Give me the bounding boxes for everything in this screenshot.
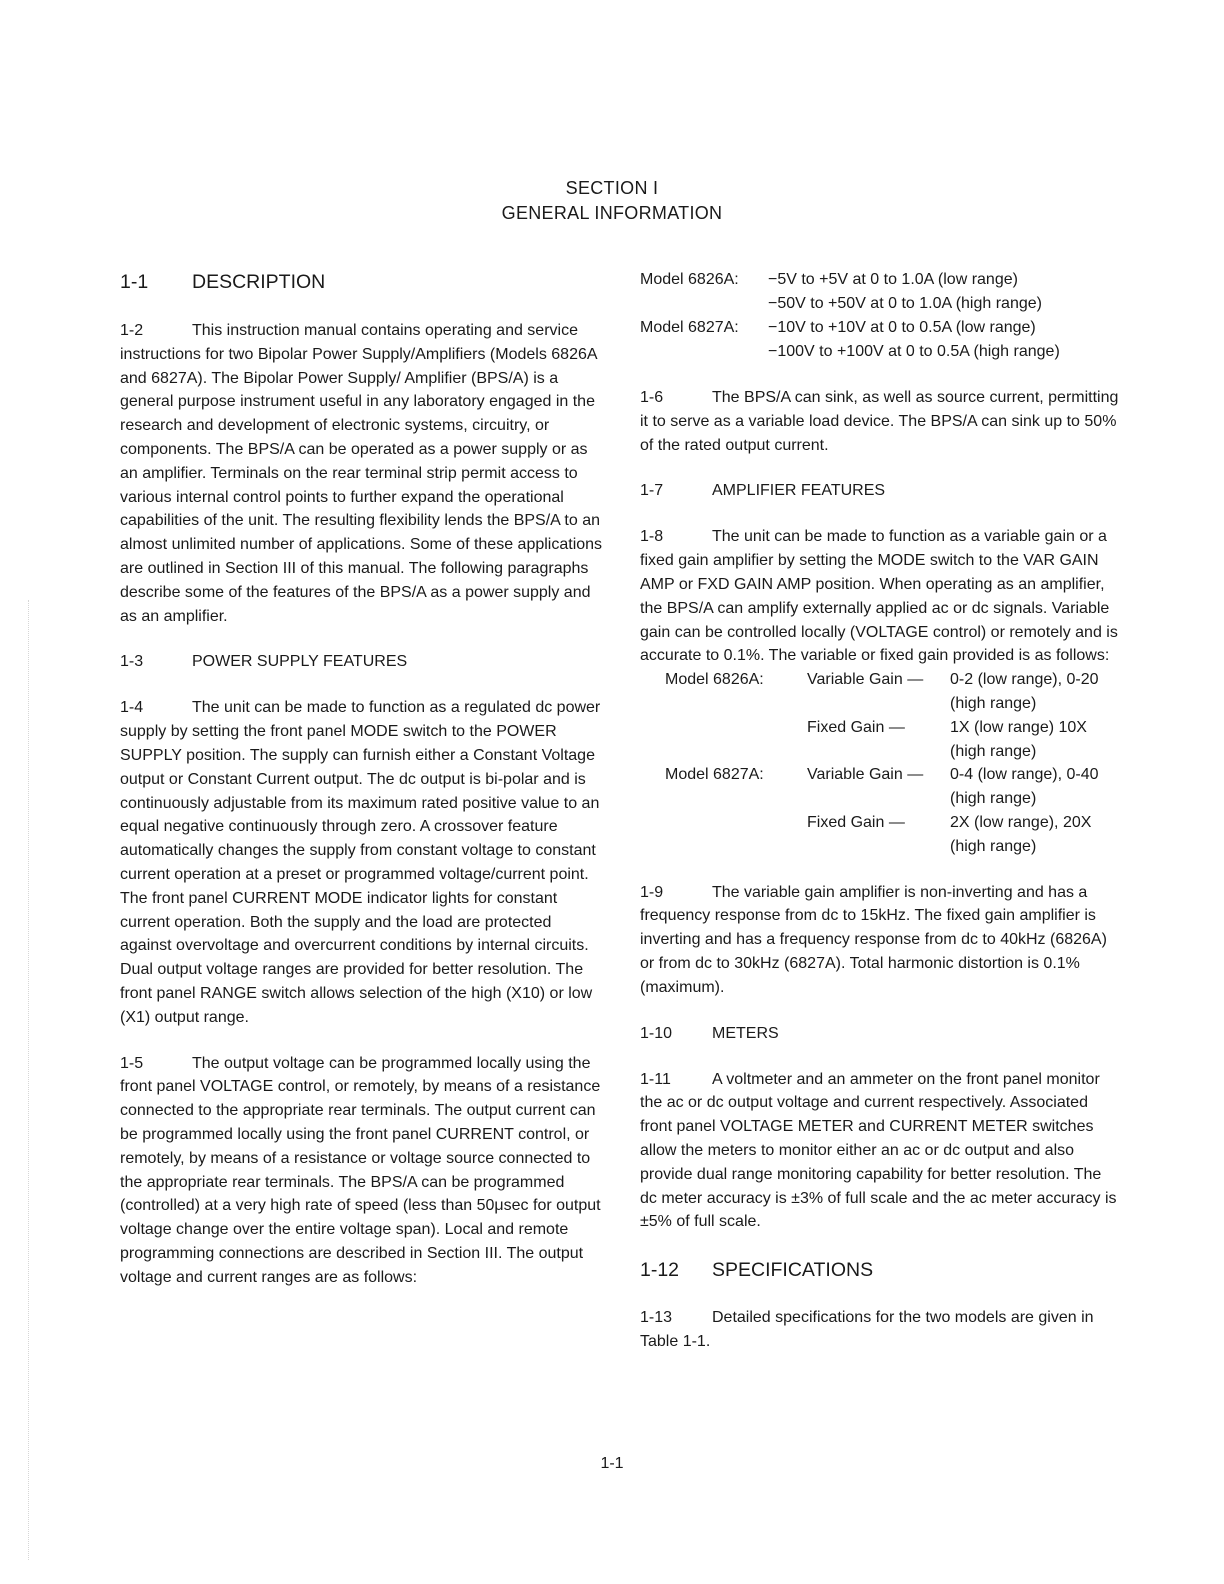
paragraph-1-5 xyxy=(120,1052,605,1290)
gain-row xyxy=(665,787,1120,811)
range-row xyxy=(640,268,1120,292)
paragraph-number: 1-13 xyxy=(640,1309,673,1327)
output-ranges-list xyxy=(640,268,1120,364)
heading-number: 1-10 xyxy=(640,1024,673,1042)
gain-type: Fixed Gain — xyxy=(807,813,905,831)
gain-row xyxy=(665,692,1120,716)
heading-meters xyxy=(640,1022,1120,1046)
heading-label: POWER SUPPLY FEATURES xyxy=(192,653,408,671)
gain-type xyxy=(807,692,950,716)
gain-model xyxy=(665,740,807,764)
gain-row xyxy=(665,716,1120,740)
range-row xyxy=(640,292,1120,316)
heading-amplifier-features xyxy=(640,479,1120,503)
paragraph-number: 1-5 xyxy=(120,1054,144,1072)
paragraph-text: This instruction manual contains operating and service instructions for two Bipolar Power Supply/Amplifiers (Models 6826A and 6827A). The Bipolar Power Supply/ Amplifier (BPS/A) is a general purpose instrument useful in any laboratory engaged in the research and development of electronic systems, circuitry, or components. The BPS/A can be operated as a power supply or as an amplifier. Terminals on the rear terminal strip permit access to various internal control points to further expand the operational capabilities of the unit. The resulting flexibility lends the BPS/A to an almost unlimited number of applications. Some of these applications are outlined in Section III of this manual. The following paragraphs describe some of the features of the BPS/A as a power supply and as an amplifier. xyxy=(120,322,603,625)
gain-value: (high range) xyxy=(950,742,1037,760)
range-value: −100V to +100V at 0 to 0.5A (high range) xyxy=(768,343,1060,360)
paragraph-number: 1-11 xyxy=(640,1070,671,1088)
gain-model: Model 6827A: xyxy=(665,766,764,784)
heading-number: 1-3 xyxy=(120,653,144,671)
gain-table xyxy=(665,668,1120,858)
gain-row xyxy=(665,811,1120,835)
paragraph-number: 1-9 xyxy=(640,883,664,901)
gain-type: Variable Gain — xyxy=(807,671,924,689)
paragraph-1-11 xyxy=(640,1068,1120,1235)
gain-type: Variable Gain — xyxy=(807,766,924,784)
paragraph-text: The output voltage can be programmed locally using the front panel VOLTAGE control, or remotely, by means of a resistance connected to the appropriate rear terminals. The output current can be programmed locally using the front panel CURRENT control, or remotely, by means of a resistance or voltage source connected to the appropriate rear terminals. The BPS/A can be programmed (controlled) at a very high rate of speed (less than 50μsec for output voltage change over the entire voltage span). Local and remote programming connections are described in Section III. The output voltage and current ranges are as follows: xyxy=(120,1054,601,1286)
paragraph-1-6 xyxy=(640,386,1120,457)
gain-type xyxy=(807,787,950,811)
gain-value: 1X (low range) 10X xyxy=(950,718,1087,736)
heading-specifications xyxy=(640,1256,1120,1284)
paragraph-number: 1-2 xyxy=(120,322,144,339)
gain-value: (high range) xyxy=(950,837,1037,855)
gain-model xyxy=(665,692,807,716)
gain-model xyxy=(665,811,807,835)
heading-label: SPECIFICATIONS xyxy=(712,1259,874,1282)
range-row xyxy=(640,340,1120,364)
paragraph-1-13 xyxy=(640,1306,1120,1354)
gain-model xyxy=(665,716,807,740)
paragraph-number: 1-4 xyxy=(120,699,144,717)
gain-model: Model 6826A: xyxy=(665,671,764,689)
gain-value: 0-2 (low range), 0-20 xyxy=(950,671,1099,689)
paragraph-text: The unit can be made to function as a variable gain or a fixed gain amplifier by setting the MODE switch to the VAR GAIN AMP or FXD GAIN AMP position. When operating as an amplifier, the BPS/A can amplify externally applied ac or dc signals. Variable gain can be controlled locally (VOLTAGE control) or remotely and is accurate to 0.1%. The variable or fixed gain provided is as follows: xyxy=(640,528,1118,665)
gain-value: 0-4 (low range), 0-40 xyxy=(950,766,1099,784)
gain-value: 2X (low range), 20X xyxy=(950,813,1092,831)
heading-number: 1-12 xyxy=(640,1259,680,1282)
range-row xyxy=(640,316,1120,340)
gain-value: (high range) xyxy=(950,790,1037,808)
gain-row xyxy=(665,740,1120,764)
gain-row xyxy=(665,835,1120,859)
paragraph-number: 1-6 xyxy=(640,389,664,406)
gain-type xyxy=(807,740,950,764)
paragraph-1-9 xyxy=(640,881,1120,1000)
range-model xyxy=(640,340,768,364)
heading-label: METERS xyxy=(712,1024,779,1042)
paragraph-1-2 xyxy=(120,319,605,628)
paragraph-text: The unit can be made to function as a regulated dc power supply by setting the front panel MODE switch to the POWER SUPPLY position. The supply can furnish either a Constant Voltage output or Constant Current output. The dc output is bi-polar and is continuously adjustable from its maximum rated positive value to an equal negative continuously through zero. A crossover feature automatically changes the supply from constant voltage to constant current operation at a preset or programmed voltage/current point. The front panel CURRENT MODE indicator lights for constant current operation. Both the supply and the load are protected against overvoltage and overcurrent conditions by internal circuits. Dual output voltage ranges are provided for better resolution. The front panel RANGE switch allows selection of the high (X10) or low (X1) output range. xyxy=(120,699,601,1026)
heading-number: 1-1 xyxy=(120,271,149,293)
range-model xyxy=(640,292,768,316)
paragraph-text: A voltmeter and an ammeter on the front panel monitor the ac or dc output voltage and current respectively. Associated front panel VOLTAGE METER and CURRENT METER switches allow the meters to monitor either an ac or dc output and also provide dual range monitoring capability for better resolution. The dc meter accuracy is ±3% of full scale and the ac meter accuracy is ±5% of full scale. xyxy=(640,1070,1117,1231)
range-value: −50V to +50V at 0 to 1.0A (high range) xyxy=(768,295,1042,312)
range-value: −10V to +10V at 0 to 0.5A (low range) xyxy=(768,319,1036,336)
left-column xyxy=(120,268,605,1289)
range-model: Model 6826A: xyxy=(640,271,739,288)
gain-model xyxy=(665,835,807,859)
paragraph-text: The variable gain amplifier is non-inverting and has a frequency response from dc to 15kHz. The fixed gain amplifier is inverting and has a frequency response from dc to 40kHz (6826A) or from dc to 30kHz (6827A). Total harmonic distortion is 0.1% (maximum). xyxy=(640,883,1107,996)
heading-label: AMPLIFIER FEATURES xyxy=(712,482,886,500)
heading-number: 1-7 xyxy=(640,482,664,500)
gain-value: (high range) xyxy=(950,694,1037,712)
section-title: GENERAL INFORMATION xyxy=(501,203,723,223)
gain-type xyxy=(807,835,950,859)
gain-model xyxy=(665,787,807,811)
heading-power-supply-features xyxy=(120,650,605,674)
range-model: Model 6827A: xyxy=(640,319,739,336)
section-heading xyxy=(0,176,1224,226)
paragraph-text: The BPS/A can sink, as well as source current, permitting it to serve as a variable load device. The BPS/A can sink up to 50% of the rated output current. xyxy=(640,389,1119,454)
heading-label: DESCRIPTION xyxy=(192,271,326,293)
range-value: −5V to +5V at 0 to 1.0A (low range) xyxy=(768,271,1018,288)
gain-row xyxy=(665,763,1120,787)
page-number: 1-1 xyxy=(600,1455,624,1472)
section-number: SECTION I xyxy=(565,178,659,198)
gain-type: Fixed Gain — xyxy=(807,718,905,736)
heading-description xyxy=(120,268,605,296)
paragraph-text: Detailed specifications for the two models are given in Table 1-1. xyxy=(640,1309,1094,1350)
paragraph-1-8 xyxy=(640,525,1120,668)
paragraph-number: 1-8 xyxy=(640,528,664,546)
binding-margin-line xyxy=(28,600,30,1560)
gain-row xyxy=(665,668,1120,692)
paragraph-1-4 xyxy=(120,696,605,1029)
right-column xyxy=(640,268,1120,1354)
